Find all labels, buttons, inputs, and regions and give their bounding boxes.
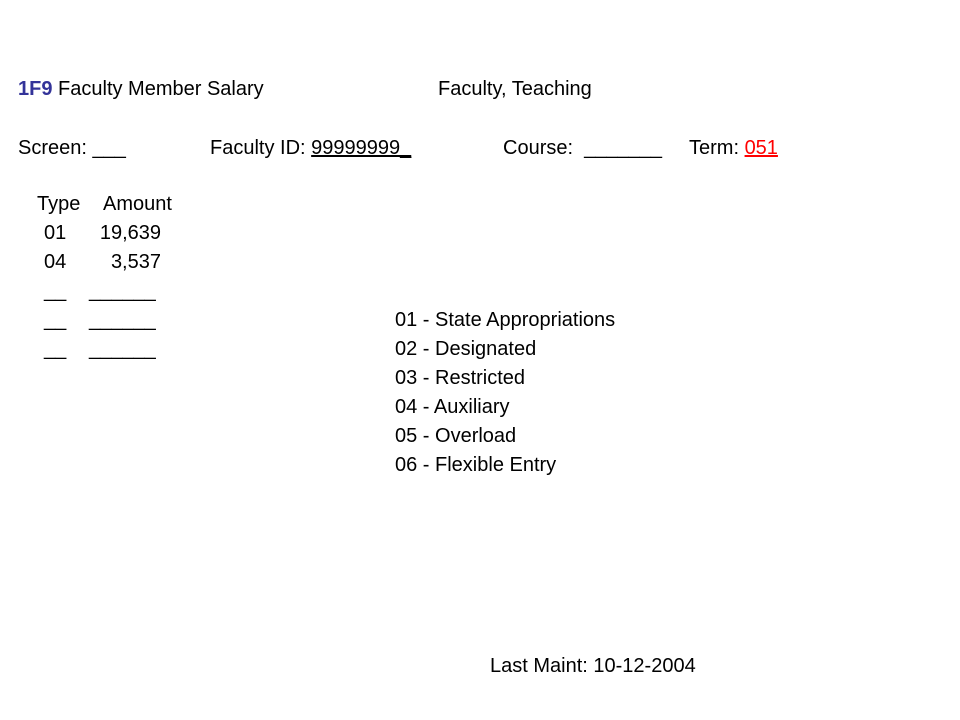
legend-item: 03 - Restricted bbox=[395, 367, 526, 389]
row-amount-input[interactable]: ______ bbox=[89, 338, 156, 360]
legend-item: 05 - Overload bbox=[395, 425, 517, 447]
course-input[interactable]: _______ bbox=[584, 137, 663, 159]
faculty-id-label: Faculty ID: bbox=[210, 137, 306, 159]
screen-title: Faculty Member Salary bbox=[58, 78, 264, 100]
term-field-group bbox=[689, 136, 778, 160]
last-maint bbox=[490, 654, 696, 678]
legend-item: 04 - Auxiliary bbox=[395, 396, 510, 418]
row-amount-input[interactable]: 3,537 bbox=[110, 251, 161, 273]
screen-input[interactable]: ___ bbox=[92, 137, 126, 159]
row-amount-input[interactable]: 19,639 bbox=[99, 222, 161, 244]
screen-label: Screen: bbox=[18, 137, 87, 159]
row-type-input[interactable]: __ bbox=[44, 309, 67, 331]
row-amount-input[interactable]: ______ bbox=[89, 280, 156, 302]
last-maint-value: 10-12-2004 bbox=[593, 655, 696, 677]
term-label: Term: bbox=[689, 137, 739, 159]
course-field-group bbox=[503, 136, 662, 160]
legend-item: 01 - State Appropriations bbox=[395, 309, 616, 331]
faculty-id-field-group bbox=[210, 136, 411, 160]
screen-field-group bbox=[18, 136, 126, 160]
col-header-amount: Amount bbox=[103, 193, 172, 215]
legend-item: 06 - Flexible Entry bbox=[395, 454, 557, 476]
row-type-input[interactable]: __ bbox=[44, 280, 67, 302]
col-header-type: Type bbox=[37, 193, 81, 215]
row-type-input[interactable]: 01 bbox=[44, 222, 67, 244]
faculty-id-input[interactable]: 99999999_ bbox=[311, 137, 412, 159]
row-type-input[interactable]: 04 bbox=[44, 251, 67, 273]
row-amount-input[interactable]: ______ bbox=[89, 309, 156, 331]
course-label: Course: bbox=[503, 137, 574, 159]
last-maint-label: Last Maint: bbox=[490, 655, 588, 677]
row-type-input[interactable]: __ bbox=[44, 338, 67, 360]
term-input[interactable]: 051 bbox=[744, 137, 778, 159]
screen-code: 1F9 bbox=[18, 78, 53, 100]
legend-item: 02 - Designated bbox=[395, 338, 537, 360]
screen-category: Faculty, Teaching bbox=[438, 78, 592, 100]
screen-title-line bbox=[18, 77, 264, 101]
